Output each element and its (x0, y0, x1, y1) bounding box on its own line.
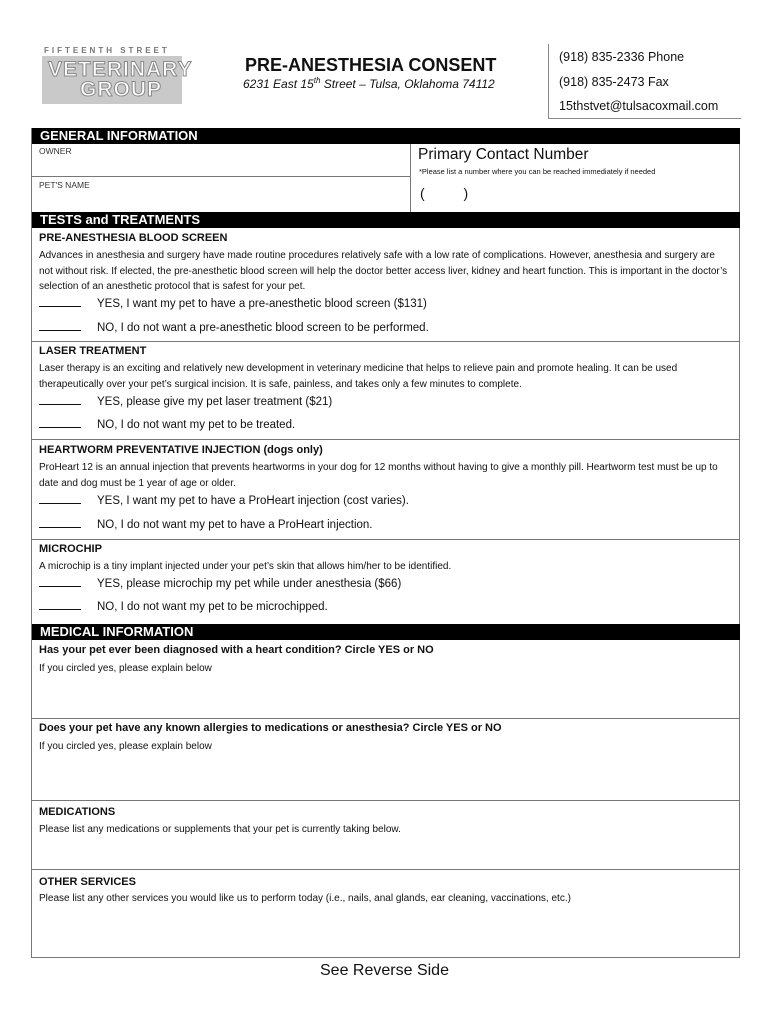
allergy-subtext: If you circled yes, please explain below (39, 741, 212, 752)
divider (32, 718, 740, 719)
microchip-title: MICROCHIP (39, 543, 102, 555)
medications-text: Please list any medications or supplements that your pet is currently taking below. (39, 824, 401, 835)
heartworm-yes-option[interactable]: YES, I want my pet to have a ProHeart injection (cost varies). (39, 493, 409, 507)
clinic-logo (38, 46, 193, 108)
other-services-field[interactable] (40, 908, 730, 952)
blood-no-blank[interactable] (39, 320, 81, 331)
allergy-explain-field[interactable] (40, 756, 730, 798)
allergy-question: Does your pet have any known allergies to medications or anesthesia? Circle YES or NO (39, 722, 502, 734)
blood-yes-blank[interactable] (39, 296, 81, 307)
clinic-address: 6231 East 15th Street – Tulsa, Oklahoma 74112 (243, 76, 495, 91)
laser-yes-blank[interactable] (39, 394, 81, 405)
heartworm-no-blank[interactable] (39, 517, 81, 528)
logo-line2: VETERINARY (48, 58, 193, 81)
pet-name-label: PET'S NAME (39, 180, 90, 190)
tests-heading: TESTS and TREATMENTS (32, 212, 740, 228)
heartworm-title: HEARTWORM PREVENTATIVE INJECTION (dogs only) (39, 444, 323, 456)
other-services-title: OTHER SERVICES (39, 876, 136, 888)
owner-label: OWNER (39, 146, 72, 156)
microchip-yes-blank[interactable] (39, 576, 81, 587)
logo-line3: GROUP (80, 78, 163, 101)
primary-contact-note: *Please list a number where you can be reached immediately if needed (419, 167, 656, 176)
laser-title: LASER TREATMENT (39, 345, 147, 357)
heart-condition-explain-field[interactable] (40, 678, 730, 716)
logo-line1: FIFTEENTH STREET (44, 46, 170, 55)
laser-text: Laser therapy is an exciting and relatively new development in veterinary medicine that helps to relieve pain and promote healing. It can be used therapeutically over your pet’s surgical incision. It is safe, painless, and takes only a few minutes to complete. (39, 363, 678, 390)
phone-number: (918) 835-2336 Phone (559, 50, 685, 64)
other-services-text: Please list any other services you would like us to perform today (i.e., nails, anal glands, ear cleaning, vaccinations, etc.) (39, 893, 571, 904)
laser-no-blank[interactable] (39, 417, 81, 428)
laser-no-option[interactable]: NO, I do not want my pet to be treated. (39, 417, 295, 431)
contact-box (548, 44, 741, 119)
pet-name-field[interactable] (40, 190, 406, 208)
medical-heading: MEDICAL INFORMATION (32, 624, 740, 640)
blood-screen-no-option[interactable]: NO, I do not want a pre-anesthetic blood screen to be performed. (39, 320, 429, 334)
divider (32, 800, 740, 801)
see-reverse-side: See Reverse Side (320, 962, 449, 979)
general-divider (410, 144, 411, 212)
divider (32, 869, 740, 870)
primary-contact-field[interactable]: ( ) (420, 185, 469, 201)
microchip-text: A microchip is a tiny implant injected under your pet’s skin that allows him/her to be identified. (39, 561, 452, 572)
email-address: 15thstvet@tulsacoxmail.com (559, 99, 719, 113)
heartworm-no-option[interactable]: NO, I do not want my pet to have a ProHeart injection. (39, 517, 373, 531)
medications-title: MEDICATIONS (39, 806, 116, 818)
laser-yes-option[interactable]: YES, please give my pet laser treatment ($21) (39, 394, 332, 408)
blood-screen-text: Advances in anesthesia and surgery have made routine procedures relatively safe with a low rate of complications. However, anesthesia and surgery are not without risk. If elected, the pre-anesthetic blood screen will help the doctor better access liver, kidney and heart function. This is important in the doctor’s selection of an anesthetic protocol that is safest for your pet. (39, 250, 728, 292)
divider (32, 341, 740, 342)
heartworm-text: ProHeart 12 is an annual injection that prevents heartworms in your dog for 12 months without having to give a monthly pill. Heartworm test must be up to date and dog must be 1 year of age or older. (39, 462, 718, 489)
primary-contact-label: Primary Contact Number (418, 146, 589, 163)
heartworm-yes-blank[interactable] (39, 493, 81, 504)
owner-field[interactable] (40, 156, 406, 174)
blood-screen-yes-option[interactable]: YES, I want my pet to have a pre-anesthetic blood screen ($131) (39, 296, 427, 310)
divider (32, 539, 740, 540)
owner-divider (32, 176, 410, 177)
medications-field[interactable] (40, 838, 730, 866)
divider (32, 439, 740, 440)
form-title: PRE-ANESTHESIA CONSENT (245, 55, 497, 75)
microchip-no-blank[interactable] (39, 599, 81, 610)
microchip-yes-option[interactable]: YES, please microchip my pet while under anesthesia ($66) (39, 576, 401, 590)
heart-condition-subtext: If you circled yes, please explain below (39, 663, 212, 674)
microchip-no-option[interactable]: NO, I do not want my pet to be microchipped. (39, 599, 328, 613)
fax-number: (918) 835-2473 Fax (559, 75, 669, 89)
logo-box (42, 56, 193, 104)
blood-screen-title: PRE-ANESTHESIA BLOOD SCREEN (39, 232, 228, 244)
heart-condition-question: Has your pet ever been diagnosed with a heart condition? Circle YES or NO (39, 644, 434, 656)
general-heading: GENERAL INFORMATION (32, 128, 740, 144)
